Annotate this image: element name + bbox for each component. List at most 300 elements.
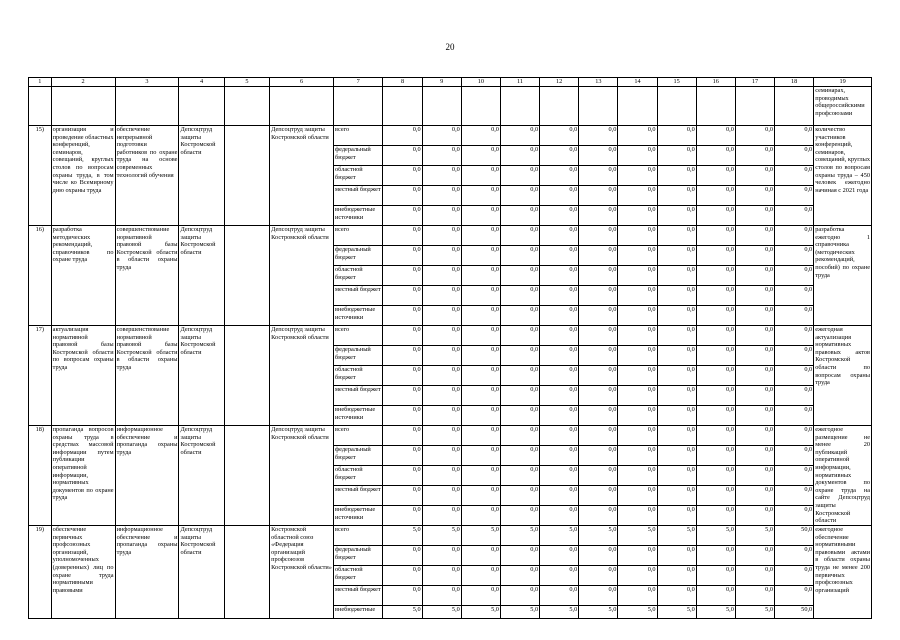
amount-cell: 0,0 — [540, 346, 579, 366]
amount-cell: 0,0 — [696, 286, 735, 306]
amount-cell: 0,0 — [500, 246, 539, 266]
amount-cell: 0,0 — [383, 206, 422, 226]
funding-source: всего — [334, 326, 383, 346]
amount-cell: 5,0 — [383, 606, 422, 619]
amount-cell: 0,0 — [735, 386, 774, 406]
amount-cell: 0,0 — [579, 326, 618, 346]
amount-cell: 0,0 — [735, 546, 774, 566]
funding-source: федеральный бюджет — [334, 446, 383, 466]
amount-cell: 0,0 — [461, 466, 500, 486]
amount-cell: 0,0 — [696, 166, 735, 186]
amount-cell: 0,0 — [618, 286, 657, 306]
page-number: 20 — [445, 42, 455, 52]
amount-cell: 0,0 — [579, 366, 618, 386]
amount-cell: 0,0 — [657, 186, 696, 206]
amount-cell: 0,0 — [618, 566, 657, 586]
amount-cell: 0,0 — [735, 286, 774, 306]
amount-cell: 0,0 — [657, 306, 696, 326]
result-cell: количество участников конференций, семинаров, совещаний, круглых столов по вопросам охраны труда – 450 человек ежегодно начиная с 2021 года — [814, 126, 872, 226]
amount-cell: 0,0 — [579, 346, 618, 366]
amount-cell: 0,0 — [540, 466, 579, 486]
measure-name: пропаганда вопросов охраны труда в средствах массовой информации путем публикации оперативной информации, нормативных документов по охране труда — [51, 426, 115, 526]
amount-cell: 0,0 — [500, 586, 539, 606]
column-header: 4 — [179, 78, 224, 87]
amount-cell: 0,0 — [500, 486, 539, 506]
amount-cell: 0,0 — [696, 246, 735, 266]
amount-cell: 5,0 — [540, 526, 579, 546]
amount-cell: 0,0 — [461, 206, 500, 226]
amount-cell: 5,0 — [422, 606, 461, 619]
column-header: 13 — [579, 78, 618, 87]
amount-cell: 0,0 — [540, 246, 579, 266]
amount-cell: 0,0 — [618, 306, 657, 326]
amount-cell: 0,0 — [579, 286, 618, 306]
amount-cell: 0,0 — [735, 246, 774, 266]
amount-cell: 5,0 — [735, 606, 774, 619]
header-row — [29, 78, 872, 87]
measure-name: актуализация нормативной правовой базы Костромской области по вопросам охраны труда — [51, 326, 115, 426]
amount-cell: 0,0 — [579, 426, 618, 446]
amount-cell: 0,0 — [618, 366, 657, 386]
column-header: 15 — [657, 78, 696, 87]
amount-cell: 0,0 — [775, 446, 814, 466]
amount-cell: 0,0 — [775, 146, 814, 166]
amount-cell: 5,0 — [735, 526, 774, 546]
amount-cell: 0,0 — [618, 346, 657, 366]
amount-cell: 0,0 — [618, 226, 657, 246]
amount-cell: 0,0 — [735, 426, 774, 446]
amount-cell: 0,0 — [422, 286, 461, 306]
amount-cell: 0,0 — [461, 286, 500, 306]
amount-cell: 0,0 — [383, 126, 422, 146]
funding-source: местный бюджет — [334, 186, 383, 206]
amount-cell: 0,0 — [500, 206, 539, 226]
amount-cell: 0,0 — [422, 306, 461, 326]
amount-cell: 0,0 — [500, 426, 539, 446]
amount-cell: 0,0 — [540, 286, 579, 306]
measure-goal: совершенствование нормативной правовой базы Костромской области в области охраны труда — [115, 326, 179, 426]
amount-cell: 0,0 — [422, 126, 461, 146]
table-row — [29, 426, 872, 446]
amount-cell: 0,0 — [579, 186, 618, 206]
amount-cell: 0,0 — [461, 366, 500, 386]
amount-cell: 0,0 — [657, 166, 696, 186]
amount-cell: 0,0 — [383, 346, 422, 366]
amount-cell: 0,0 — [696, 226, 735, 246]
amount-cell: 0,0 — [775, 186, 814, 206]
amount-cell: 50,0 — [775, 526, 814, 546]
measure-goal: информационное обеспечение и пропаганда охраны труда — [115, 426, 179, 526]
funding-source: областной бюджет — [334, 166, 383, 186]
amount-cell: 0,0 — [775, 426, 814, 446]
amount-cell: 0,0 — [775, 166, 814, 186]
amount-cell: 0,0 — [540, 146, 579, 166]
amount-cell: 5,0 — [579, 526, 618, 546]
amount-cell: 5,0 — [461, 526, 500, 546]
column-header: 12 — [540, 78, 579, 87]
measure-name: организация и проведение областных конференций, семинаров, совещаний, круглых столов по вопросам охраны труда, в том числе ко Всемирному дню охраны труда — [51, 126, 115, 226]
col5-cell — [224, 126, 269, 226]
amount-cell: 0,0 — [657, 226, 696, 246]
amount-cell: 0,0 — [422, 326, 461, 346]
column-header: 7 — [334, 78, 383, 87]
amount-cell: 0,0 — [618, 446, 657, 466]
amount-cell: 0,0 — [657, 386, 696, 406]
amount-cell: 0,0 — [383, 546, 422, 566]
amount-cell: 0,0 — [461, 486, 500, 506]
amount-cell: 0,0 — [775, 546, 814, 566]
amount-cell: 0,0 — [422, 566, 461, 586]
amount-cell: 0,0 — [579, 566, 618, 586]
amount-cell: 0,0 — [500, 506, 539, 526]
result-cell: ежегодное размещение не менее 20 публикаций оперативной информации, нормативных документов по охране труда на сайте Депсоцтруд защиты Костромской области — [815, 426, 870, 525]
amount-cell: 5,0 — [696, 526, 735, 546]
amount-cell: 0,0 — [540, 426, 579, 446]
amount-cell: 0,0 — [540, 126, 579, 146]
amount-cell: 0,0 — [735, 466, 774, 486]
amount-cell: 5,0 — [422, 526, 461, 546]
responsible: Костромской областной союз «Федерация организаций профсоюзов Костромской области» — [270, 526, 334, 619]
amount-cell: 0,0 — [461, 246, 500, 266]
amount-cell: 0,0 — [500, 166, 539, 186]
amount-cell: 0,0 — [383, 406, 422, 426]
amount-cell: 0,0 — [422, 546, 461, 566]
amount-cell: 0,0 — [618, 386, 657, 406]
column-header: 6 — [270, 78, 334, 87]
funding-source: внебюджетные — [334, 606, 383, 619]
amount-cell: 0,0 — [657, 126, 696, 146]
funding-source: областной бюджет — [334, 566, 383, 586]
program-table — [28, 77, 872, 619]
amount-cell: 0,0 — [775, 566, 814, 586]
amount-cell: 0,0 — [500, 466, 539, 486]
amount-cell: 0,0 — [422, 586, 461, 606]
amount-cell: 0,0 — [422, 186, 461, 206]
amount-cell: 0,0 — [657, 206, 696, 226]
funding-source: внебюджетные источники — [334, 206, 383, 226]
amount-cell: 0,0 — [775, 286, 814, 306]
amount-cell: 0,0 — [383, 186, 422, 206]
column-header: 1 — [29, 78, 52, 87]
amount-cell: 0,0 — [775, 586, 814, 606]
funding-source: внебюджетные источники — [334, 506, 383, 526]
amount-cell: 50,0 — [775, 606, 814, 619]
item-number: 19) — [29, 526, 52, 619]
amount-cell: 0,0 — [422, 146, 461, 166]
amount-cell: 0,0 — [618, 506, 657, 526]
responsible: Депсоцтруд защиты Костромской области — [270, 126, 334, 226]
amount-cell: 0,0 — [657, 426, 696, 446]
amount-cell: 0,0 — [657, 146, 696, 166]
amount-cell: 0,0 — [696, 186, 735, 206]
amount-cell: 0,0 — [422, 266, 461, 286]
amount-cell: 0,0 — [579, 506, 618, 526]
amount-cell: 0,0 — [735, 566, 774, 586]
amount-cell: 0,0 — [696, 386, 735, 406]
table-row — [29, 126, 872, 146]
column-header: 14 — [618, 78, 657, 87]
funding-source: федеральный бюджет — [334, 146, 383, 166]
amount-cell: 0,0 — [657, 566, 696, 586]
amount-cell: 0,0 — [422, 206, 461, 226]
measure-name: обеспечение первичных профсоюзных организаций, уполномоченных (доверенных) лиц по охране труда нормативными правовыми — [51, 526, 115, 619]
amount-cell: 0,0 — [696, 586, 735, 606]
amount-cell: 0,0 — [500, 366, 539, 386]
table-row — [29, 326, 872, 346]
item-number: 15) — [29, 126, 52, 226]
column-header: 3 — [115, 78, 179, 87]
column-header: 19 — [814, 78, 872, 87]
amount-cell: 0,0 — [461, 506, 500, 526]
amount-cell: 0,0 — [500, 346, 539, 366]
amount-cell: 0,0 — [579, 126, 618, 146]
amount-cell: 0,0 — [461, 406, 500, 426]
amount-cell: 0,0 — [500, 146, 539, 166]
amount-cell: 0,0 — [500, 286, 539, 306]
amount-cell: 0,0 — [422, 406, 461, 426]
amount-cell: 0,0 — [540, 546, 579, 566]
amount-cell: 0,0 — [383, 246, 422, 266]
amount-cell: 5,0 — [500, 606, 539, 619]
col5-cell — [224, 426, 269, 526]
amount-cell: 0,0 — [735, 486, 774, 506]
column-header: 8 — [383, 78, 422, 87]
amount-cell: 0,0 — [618, 406, 657, 426]
amount-cell: 0,0 — [540, 366, 579, 386]
amount-cell: 0,0 — [383, 466, 422, 486]
amount-cell: 0,0 — [775, 266, 814, 286]
amount-cell: 0,0 — [500, 226, 539, 246]
amount-cell: 0,0 — [540, 586, 579, 606]
amount-cell: 0,0 — [461, 186, 500, 206]
amount-cell: 0,0 — [735, 166, 774, 186]
amount-cell: 0,0 — [540, 506, 579, 526]
amount-cell: 0,0 — [422, 426, 461, 446]
column-header: 18 — [775, 78, 814, 87]
amount-cell: 5,0 — [657, 526, 696, 546]
amount-cell: 0,0 — [422, 506, 461, 526]
amount-cell: 0,0 — [461, 566, 500, 586]
col5-cell — [224, 526, 269, 619]
amount-cell: 0,0 — [540, 166, 579, 186]
amount-cell: 0,0 — [657, 466, 696, 486]
amount-cell: 0,0 — [775, 386, 814, 406]
amount-cell: 0,0 — [383, 286, 422, 306]
amount-cell: 0,0 — [618, 126, 657, 146]
amount-cell: 0,0 — [500, 326, 539, 346]
amount-cell: 0,0 — [500, 306, 539, 326]
amount-cell: 0,0 — [579, 406, 618, 426]
amount-cell: 0,0 — [461, 226, 500, 246]
funding-source: местный бюджет — [334, 386, 383, 406]
amount-cell: 0,0 — [579, 486, 618, 506]
amount-cell: 0,0 — [735, 126, 774, 146]
amount-cell: 0,0 — [383, 226, 422, 246]
amount-cell: 0,0 — [696, 546, 735, 566]
amount-cell: 0,0 — [383, 366, 422, 386]
executor: Депсоцтруд защиты Костромской области — [179, 526, 224, 619]
amount-cell: 0,0 — [461, 386, 500, 406]
amount-cell: 0,0 — [618, 186, 657, 206]
amount-cell: 0,0 — [579, 166, 618, 186]
amount-cell: 0,0 — [696, 406, 735, 426]
measure-name: разработка методических рекомендаций, справочников по охране труда — [51, 226, 115, 326]
amount-cell: 0,0 — [579, 386, 618, 406]
amount-cell: 5,0 — [657, 606, 696, 619]
amount-cell: 0,0 — [657, 246, 696, 266]
amount-cell: 0,0 — [579, 446, 618, 466]
item-number: 17) — [29, 326, 52, 426]
amount-cell: 0,0 — [618, 586, 657, 606]
column-header: 16 — [696, 78, 735, 87]
amount-cell: 5,0 — [383, 526, 422, 546]
amount-cell: 0,0 — [500, 446, 539, 466]
amount-cell: 0,0 — [383, 166, 422, 186]
amount-cell: 0,0 — [735, 506, 774, 526]
amount-cell: 0,0 — [540, 186, 579, 206]
amount-cell: 0,0 — [500, 406, 539, 426]
amount-cell: 0,0 — [461, 266, 500, 286]
funding-source: внебюджетные источники — [334, 406, 383, 426]
amount-cell: 0,0 — [657, 346, 696, 366]
amount-cell: 0,0 — [461, 306, 500, 326]
funding-source: внебюджетные источники — [334, 306, 383, 326]
amount-cell: 0,0 — [618, 266, 657, 286]
amount-cell: 0,0 — [618, 146, 657, 166]
amount-cell: 0,0 — [696, 506, 735, 526]
amount-cell: 0,0 — [696, 146, 735, 166]
executor: Депсоцтруд защиты Костромской области — [179, 226, 224, 326]
table-row — [29, 226, 872, 246]
amount-cell: 0,0 — [383, 446, 422, 466]
amount-cell: 0,0 — [383, 586, 422, 606]
amount-cell: 0,0 — [735, 306, 774, 326]
measure-goal: информационное обеспечение и пропаганда охраны труда — [115, 526, 179, 619]
amount-cell: 0,0 — [422, 346, 461, 366]
amount-cell: 0,0 — [696, 306, 735, 326]
amount-cell: 0,0 — [540, 446, 579, 466]
amount-cell: 0,0 — [657, 286, 696, 306]
amount-cell: 0,0 — [735, 586, 774, 606]
amount-cell: 0,0 — [775, 486, 814, 506]
amount-cell: 0,0 — [696, 206, 735, 226]
amount-cell: 0,0 — [657, 446, 696, 466]
amount-cell: 0,0 — [540, 206, 579, 226]
amount-cell: 0,0 — [775, 306, 814, 326]
amount-cell: 0,0 — [383, 326, 422, 346]
amount-cell: 0,0 — [461, 346, 500, 366]
amount-cell: 0,0 — [775, 126, 814, 146]
continuation-row — [29, 87, 872, 126]
result-cell: ежегодное обеспечение нормативными правовыми актами в области охраны труда не менее 200 первичных профсоюзных организаций — [814, 526, 872, 619]
amount-cell: 0,0 — [500, 126, 539, 146]
amount-cell: 0,0 — [383, 506, 422, 526]
measure-goal: совершенствование нормативной правовой базы Костромской области в области охраны труда — [115, 226, 179, 326]
amount-cell: 0,0 — [618, 466, 657, 486]
amount-cell: 0,0 — [775, 466, 814, 486]
col5-cell — [224, 226, 269, 326]
amount-cell: 0,0 — [500, 546, 539, 566]
amount-cell: 0,0 — [461, 426, 500, 446]
amount-cell: 0,0 — [618, 326, 657, 346]
funding-source: федеральный бюджет — [334, 246, 383, 266]
amount-cell: 5,0 — [696, 606, 735, 619]
amount-cell: 0,0 — [657, 506, 696, 526]
amount-cell: 0,0 — [618, 246, 657, 266]
amount-cell: 0,0 — [461, 326, 500, 346]
amount-cell: 0,0 — [657, 326, 696, 346]
amount-cell: 0,0 — [461, 546, 500, 566]
amount-cell: 0,0 — [461, 586, 500, 606]
result-cell: разработка ежегодно 1 справочника (методических рекомендаций, пособий) по охране труда — [814, 226, 872, 326]
amount-cell: 5,0 — [579, 606, 618, 619]
amount-cell: 0,0 — [383, 386, 422, 406]
amount-cell: 0,0 — [696, 466, 735, 486]
column-header: 9 — [422, 78, 461, 87]
amount-cell: 0,0 — [500, 186, 539, 206]
responsible: Депсоцтруд защиты Костромской области — [270, 326, 334, 426]
funding-source: федеральный бюджет — [334, 546, 383, 566]
amount-cell: 0,0 — [422, 446, 461, 466]
amount-cell: 0,0 — [657, 586, 696, 606]
amount-cell: 0,0 — [775, 246, 814, 266]
amount-cell: 0,0 — [383, 566, 422, 586]
amount-cell: 0,0 — [696, 126, 735, 146]
column-header: 11 — [500, 78, 539, 87]
amount-cell: 0,0 — [657, 546, 696, 566]
amount-cell: 0,0 — [579, 226, 618, 246]
column-header: 17 — [735, 78, 774, 87]
col5-cell — [224, 326, 269, 426]
amount-cell: 0,0 — [696, 426, 735, 446]
amount-cell: 0,0 — [735, 326, 774, 346]
funding-source: федеральный бюджет — [334, 346, 383, 366]
amount-cell: 0,0 — [735, 406, 774, 426]
amount-cell: 0,0 — [618, 546, 657, 566]
amount-cell: 0,0 — [540, 566, 579, 586]
amount-cell: 0,0 — [696, 346, 735, 366]
amount-cell: 0,0 — [696, 266, 735, 286]
amount-cell: 0,0 — [775, 346, 814, 366]
amount-cell: 0,0 — [735, 346, 774, 366]
amount-cell: 0,0 — [579, 206, 618, 226]
amount-cell: 5,0 — [618, 526, 657, 546]
amount-cell: 0,0 — [383, 486, 422, 506]
item-number: 16) — [29, 226, 52, 326]
amount-cell: 0,0 — [579, 246, 618, 266]
amount-cell: 0,0 — [500, 266, 539, 286]
amount-cell: 0,0 — [696, 366, 735, 386]
amount-cell: 5,0 — [461, 606, 500, 619]
amount-cell: 0,0 — [422, 166, 461, 186]
amount-cell: 0,0 — [657, 366, 696, 386]
measure-goal: обеспечение непрерывной подготовки работников по охране труда на основе современных технологий обучения — [115, 126, 179, 226]
amount-cell: 0,0 — [579, 266, 618, 286]
amount-cell: 0,0 — [735, 226, 774, 246]
funding-source: всего — [334, 226, 383, 246]
amount-cell: 0,0 — [540, 306, 579, 326]
amount-cell: 0,0 — [579, 466, 618, 486]
amount-cell: 0,0 — [696, 446, 735, 466]
amount-cell: 0,0 — [735, 146, 774, 166]
amount-cell: 0,0 — [696, 486, 735, 506]
amount-cell: 0,0 — [618, 166, 657, 186]
amount-cell: 0,0 — [422, 246, 461, 266]
executor: Депсоцтруд защиты Костромской области — [179, 326, 224, 426]
amount-cell: 0,0 — [383, 426, 422, 446]
amount-cell: 0,0 — [735, 186, 774, 206]
responsible: Депсоцтруд защиты Костромской области — [270, 426, 334, 526]
